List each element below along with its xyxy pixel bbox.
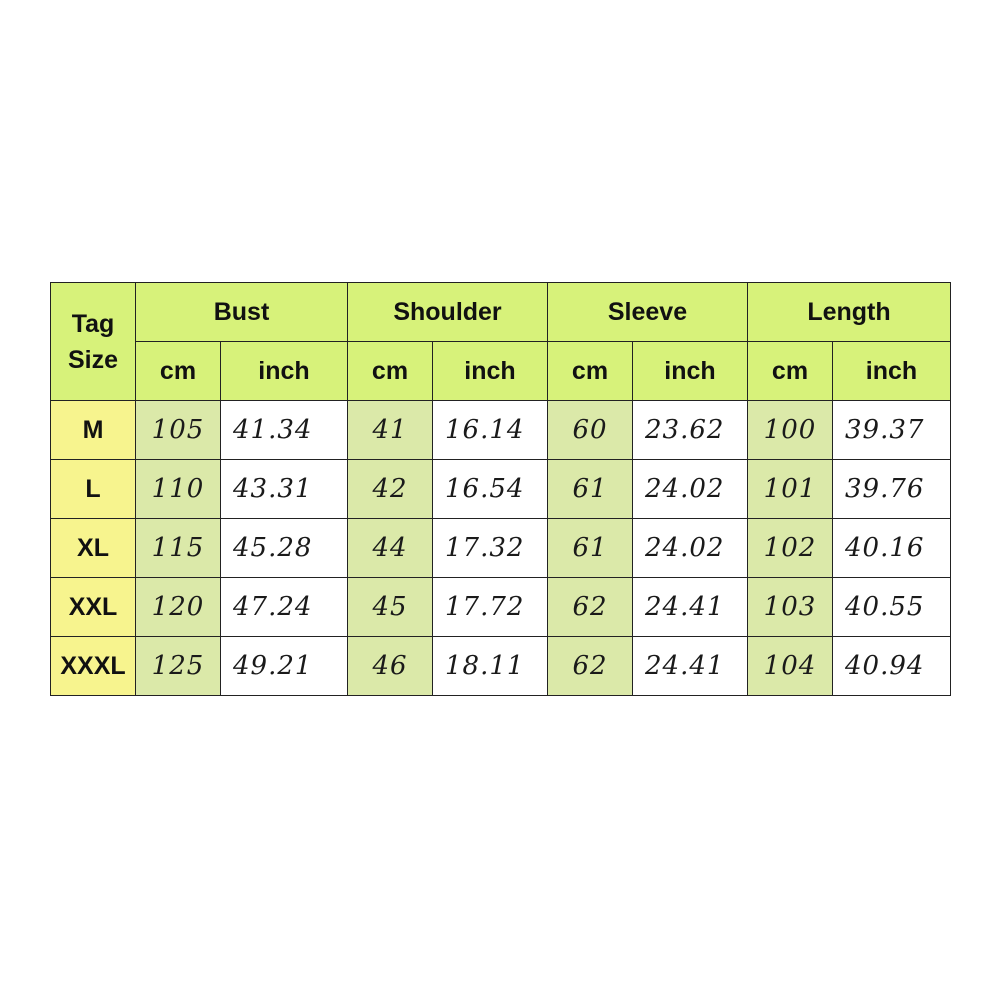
unit-header-shoulder-inch: inch [433,342,548,401]
group-header-sleeve: Sleeve [548,283,748,342]
length-inch-cell: 40.16 [833,519,951,578]
size-chart-table [50,282,951,696]
unit-header-shoulder-cm: cm [348,342,433,401]
sleeve-cm-cell: 62 [548,637,633,696]
sleeve-cm-cell: 61 [548,519,633,578]
bust-cm-cell: 105 [136,401,221,460]
table-row [51,401,951,460]
table-row [51,578,951,637]
bust-cm-cell: 110 [136,460,221,519]
header-row-units [51,342,951,401]
shoulder-inch-cell: 17.32 [433,519,548,578]
bust-inch-cell: 49.21 [221,637,348,696]
shoulder-inch-cell: 16.54 [433,460,548,519]
shoulder-inch-cell: 18.11 [433,637,548,696]
length-inch-cell: 39.37 [833,401,951,460]
table-row [51,460,951,519]
shoulder-cm-cell: 45 [348,578,433,637]
bust-inch-cell: 41.34 [221,401,348,460]
sleeve-inch-cell: 24.02 [633,519,748,578]
shoulder-inch-cell: 17.72 [433,578,548,637]
size-label: XL [51,519,136,578]
tag-header-line2: Size [67,345,119,374]
sleeve-inch-cell: 24.02 [633,460,748,519]
group-header-bust: Bust [136,283,348,342]
unit-header-bust-inch: inch [221,342,348,401]
unit-header-sleeve-cm: cm [548,342,633,401]
length-inch-cell: 39.76 [833,460,951,519]
sleeve-inch-cell: 23.62 [633,401,748,460]
size-label: XXXL [51,637,136,696]
size-label: XXL [51,578,136,637]
length-cm-cell: 101 [748,460,833,519]
unit-header-sleeve-inch: inch [633,342,748,401]
unit-header-length-inch: inch [833,342,951,401]
shoulder-cm-cell: 44 [348,519,433,578]
table-row [51,637,951,696]
bust-cm-cell: 115 [136,519,221,578]
length-inch-cell: 40.55 [833,578,951,637]
group-header-length: Length [748,283,951,342]
size-chart-container [50,282,950,696]
bust-inch-cell: 43.31 [221,460,348,519]
table-row [51,519,951,578]
shoulder-cm-cell: 46 [348,637,433,696]
bust-cm-cell: 120 [136,578,221,637]
shoulder-inch-cell: 16.14 [433,401,548,460]
bust-cm-cell: 125 [136,637,221,696]
unit-header-bust-cm: cm [136,342,221,401]
group-header-shoulder: Shoulder [348,283,548,342]
shoulder-cm-cell: 42 [348,460,433,519]
sleeve-cm-cell: 61 [548,460,633,519]
tag-header-line1: Tag [71,309,115,338]
length-inch-cell: 40.94 [833,637,951,696]
header-row-groups [51,283,951,342]
length-cm-cell: 103 [748,578,833,637]
shoulder-cm-cell: 41 [348,401,433,460]
length-cm-cell: 104 [748,637,833,696]
bust-inch-cell: 47.24 [221,578,348,637]
length-cm-cell: 102 [748,519,833,578]
unit-header-length-cm: cm [748,342,833,401]
tag-size-header [51,283,136,401]
sleeve-cm-cell: 62 [548,578,633,637]
size-label: L [51,460,136,519]
size-label: M [51,401,136,460]
sleeve-cm-cell: 60 [548,401,633,460]
bust-inch-cell: 45.28 [221,519,348,578]
sleeve-inch-cell: 24.41 [633,637,748,696]
length-cm-cell: 100 [748,401,833,460]
sleeve-inch-cell: 24.41 [633,578,748,637]
